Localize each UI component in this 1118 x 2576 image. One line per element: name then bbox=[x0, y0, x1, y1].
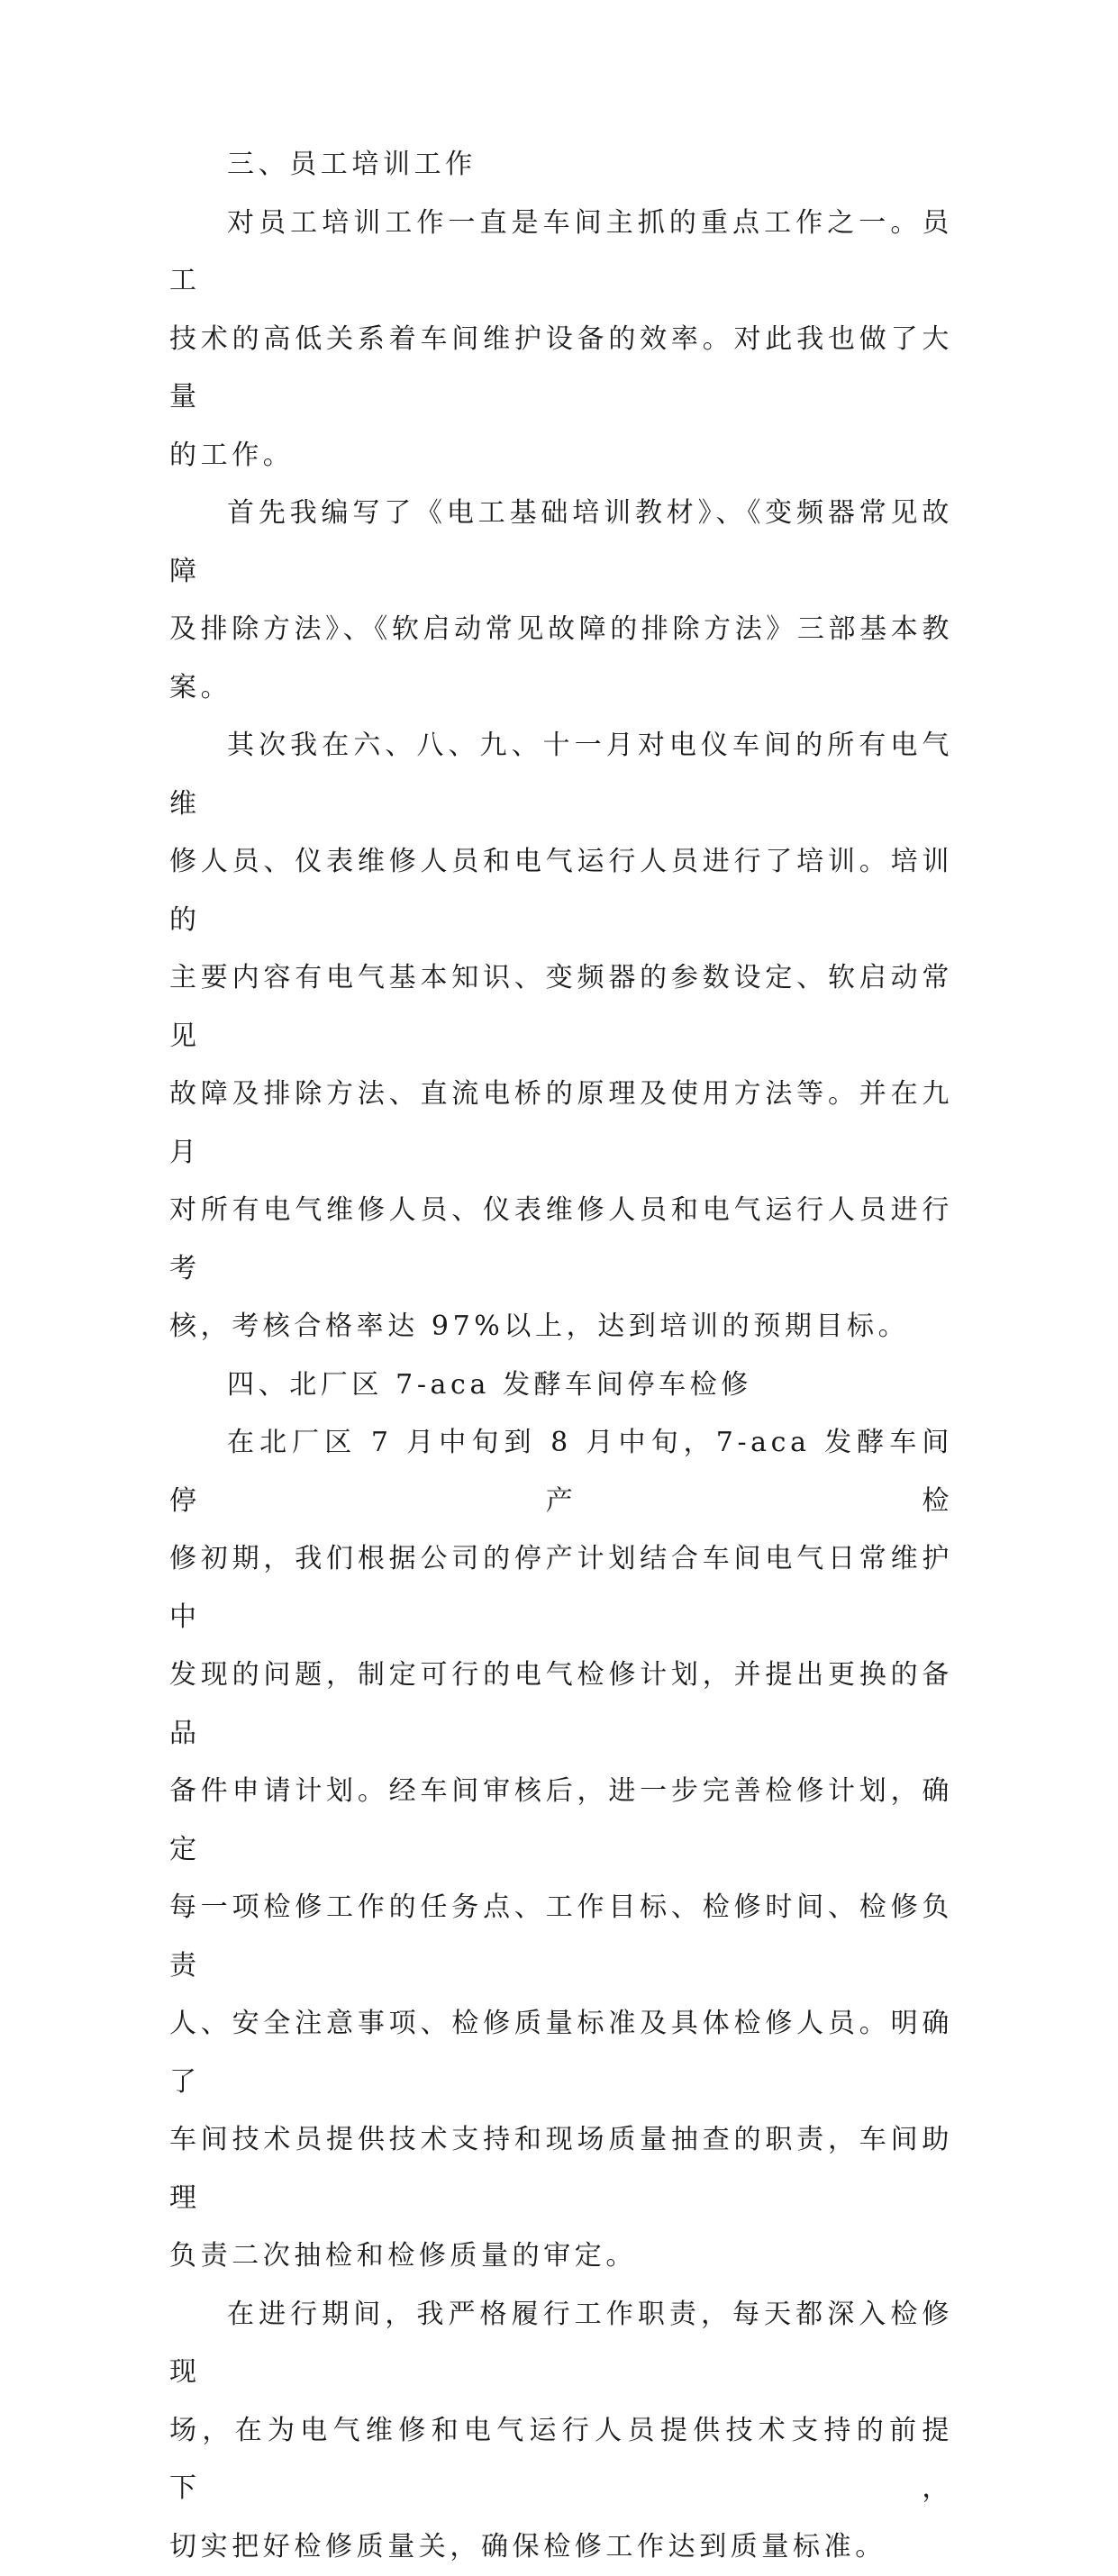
document-page bbox=[169, 136, 953, 2576]
text-line: 每一项检修工作的任务点、工作目标、检修时间、检修负责 bbox=[169, 1879, 953, 1995]
text-line: 对员工培训工作一直是车间主抓的重点工作之一。员工 bbox=[169, 195, 953, 311]
text-line: 备件申请计划。经车间审核后，进一步完善检修计划，确定 bbox=[169, 1763, 953, 1879]
text-line: 其次我在六、八、九、十一月对电仪车间的所有电气维 bbox=[169, 717, 953, 833]
paragraph-training-materials bbox=[169, 485, 953, 717]
paragraph-training-sessions bbox=[169, 717, 953, 1356]
text-line: 的工作。 bbox=[169, 427, 953, 485]
text-line: 车间技术员提供技术支持和现场质量抽查的职责，车间助理 bbox=[169, 2111, 953, 2227]
paragraph-training-importance bbox=[169, 195, 953, 485]
text-line: 切实把好检修质量关，确保检修工作达到质量标准。 bbox=[169, 2518, 953, 2576]
text-line: 故障及排除方法、直流电桥的原理及使用方法等。并在九月 bbox=[169, 1066, 953, 1182]
paragraph-maintenance-execution bbox=[169, 2286, 953, 2576]
text-line: 在北厂区 7 月中旬到 8 月中旬，7-aca 发酵车间停产检 bbox=[169, 1414, 953, 1530]
paragraph-maintenance-plan bbox=[169, 1414, 953, 2286]
text-line: 人、安全注意事项、检修质量标准及具体检修人员。明确了 bbox=[169, 1995, 953, 2111]
text-line: 在进行期间，我严格履行工作职责，每天都深入检修现 bbox=[169, 2286, 953, 2402]
text-line: 修人员、仪表维修人员和电气运行人员进行了培训。培训的 bbox=[169, 833, 953, 949]
text-line: 场，在为电气维修和电气运行人员提供技术支持的前提下， bbox=[169, 2402, 953, 2518]
text-line: 技术的高低关系着车间维护设备的效率。对此我也做了大量 bbox=[169, 311, 953, 427]
text-line: 对所有电气维修人员、仪表维修人员和电气运行人员进行考 bbox=[169, 1182, 953, 1298]
text-line: 负责二次抽检和检修质量的审定。 bbox=[169, 2227, 953, 2286]
section-heading-staff-training: 三、员工培训工作 bbox=[169, 136, 953, 195]
text-line: 核，考核合格率达 97%以上，达到培训的预期目标。 bbox=[169, 1298, 953, 1356]
text-line: 及排除方法》、《软启动常见故障的排除方法》三部基本教案。 bbox=[169, 601, 953, 717]
section-heading-shutdown-maintenance: 四、北厂区 7-aca 发酵车间停车检修 bbox=[169, 1356, 953, 1415]
text-line: 发现的问题，制定可行的电气检修计划，并提出更换的备品 bbox=[169, 1646, 953, 1763]
text-line: 修初期，我们根据公司的停产计划结合车间电气日常维护中 bbox=[169, 1530, 953, 1646]
text-line: 首先我编写了《电工基础培训教材》、《变频器常见故障 bbox=[169, 485, 953, 601]
text-line: 主要内容有电气基本知识、变频器的参数设定、软启动常见 bbox=[169, 949, 953, 1066]
